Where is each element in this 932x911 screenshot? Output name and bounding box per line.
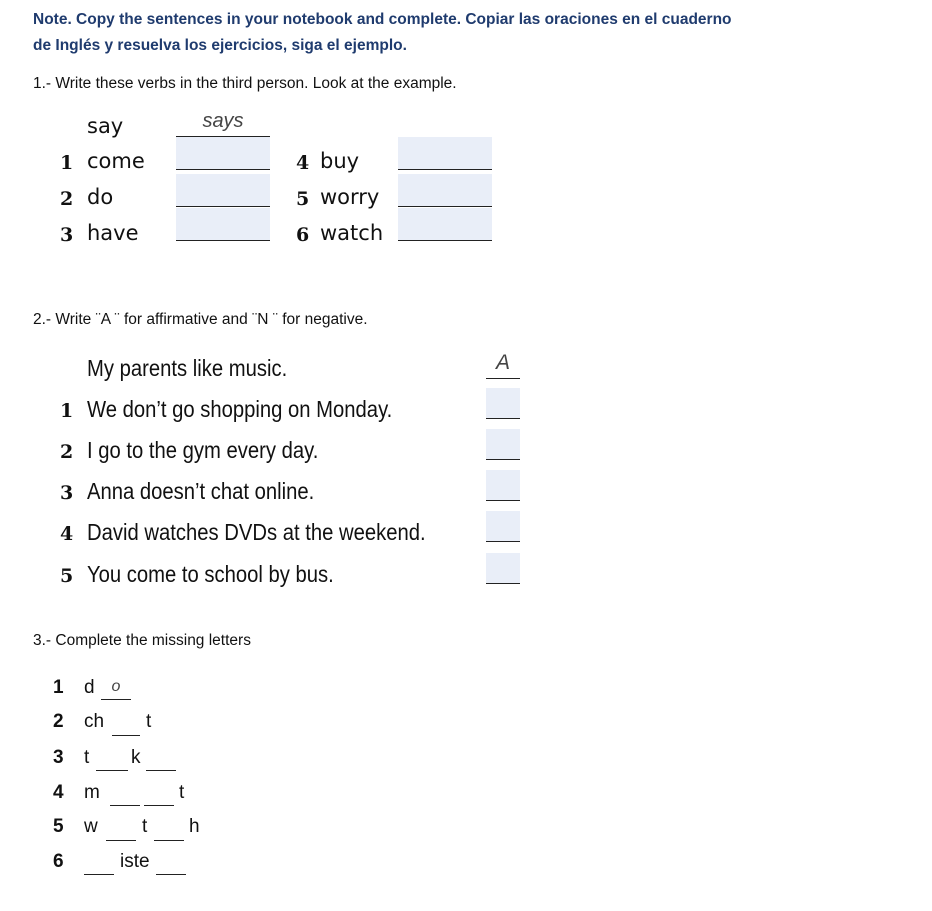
letter-blank[interactable] xyxy=(110,805,140,806)
answer-box-5[interactable] xyxy=(486,553,520,584)
letter-blank[interactable] xyxy=(156,874,186,875)
verb-come: come xyxy=(87,149,145,173)
note-line-1: Note. Copy the sentences in your notebook and complete. Copiar las oraciones en el cuaderno xyxy=(33,11,732,28)
item-number: 3 xyxy=(60,482,74,504)
verb-buy: buy xyxy=(320,149,360,173)
example-answer: says xyxy=(176,110,270,137)
item-number: 2 xyxy=(60,441,74,463)
item-number: 5 xyxy=(296,188,310,210)
example-sentence: My parents like music. xyxy=(87,355,288,381)
section-3-heading: 3.- Complete the missing letters xyxy=(33,632,251,649)
answer-blank-3[interactable] xyxy=(176,208,270,241)
answer-box-3[interactable] xyxy=(486,470,520,501)
letter-blank[interactable] xyxy=(144,805,174,806)
word-part: t xyxy=(84,747,90,768)
example-answer: A xyxy=(486,351,520,379)
word-part: t xyxy=(142,816,148,837)
verb-worry: worry xyxy=(320,185,380,209)
word-part: t xyxy=(179,782,185,803)
sentence: Anna doesn’t chat online. xyxy=(87,478,315,504)
item-number: 5 xyxy=(60,565,74,587)
word-part: t xyxy=(146,711,152,732)
word-part: k xyxy=(131,747,141,768)
verb-watch: watch xyxy=(320,221,384,245)
answer-box-2[interactable] xyxy=(486,429,520,460)
answer-blank-2[interactable] xyxy=(176,174,270,207)
word-part: m xyxy=(84,782,100,803)
answer-blank-4[interactable] xyxy=(398,137,492,170)
answer-box-4[interactable] xyxy=(486,511,520,542)
item-number: 1 xyxy=(53,677,64,698)
word-part: iste xyxy=(120,851,150,872)
letter-blank[interactable] xyxy=(146,770,176,771)
word-part: ch xyxy=(84,711,105,732)
letter-blank[interactable] xyxy=(106,840,136,841)
verb-do: do xyxy=(87,185,114,209)
answer-blank-6[interactable] xyxy=(398,208,492,241)
letter-blank[interactable] xyxy=(84,874,114,875)
item-number: 2 xyxy=(53,711,64,732)
letter-blank[interactable] xyxy=(96,770,128,771)
item-number: 3 xyxy=(60,224,74,246)
section-1-heading: 1.- Write these verbs in the third person. Look at the example. xyxy=(33,75,457,92)
sentence: I go to the gym every day. xyxy=(87,437,319,463)
answer-box-1[interactable] xyxy=(486,388,520,419)
answer-blank-5[interactable] xyxy=(398,174,492,207)
item-number: 6 xyxy=(53,851,64,872)
item-number: 2 xyxy=(60,188,74,210)
answer-blank-1[interactable] xyxy=(176,137,270,170)
item-number: 1 xyxy=(60,400,74,422)
word-part: w xyxy=(84,816,98,837)
letter-blank[interactable] xyxy=(112,735,140,736)
letter-blank[interactable] xyxy=(154,840,184,841)
item-number: 4 xyxy=(60,523,74,545)
example-verb: say xyxy=(87,114,124,138)
item-number: 5 xyxy=(53,816,64,837)
note-line-2: de Inglés y resuelva los ejercicios, siga el ejemplo. xyxy=(33,37,407,54)
sentence: We don’t go shopping on Monday. xyxy=(87,396,393,422)
verb-have: have xyxy=(87,221,139,245)
sentence: You come to school by bus. xyxy=(87,561,334,587)
item-number: 6 xyxy=(296,224,310,246)
section-2-heading: 2.- Write ¨A ¨ for affirmative and ¨N ¨ for negative. xyxy=(33,311,368,328)
word-part: d xyxy=(84,677,95,698)
item-number: 4 xyxy=(53,782,64,803)
item-number: 4 xyxy=(296,152,310,174)
example-fill: o xyxy=(101,678,131,700)
word-part: h xyxy=(189,816,200,837)
sentence: David watches DVDs at the weekend. xyxy=(87,519,426,545)
item-number: 3 xyxy=(53,747,64,768)
item-number: 1 xyxy=(60,152,74,174)
